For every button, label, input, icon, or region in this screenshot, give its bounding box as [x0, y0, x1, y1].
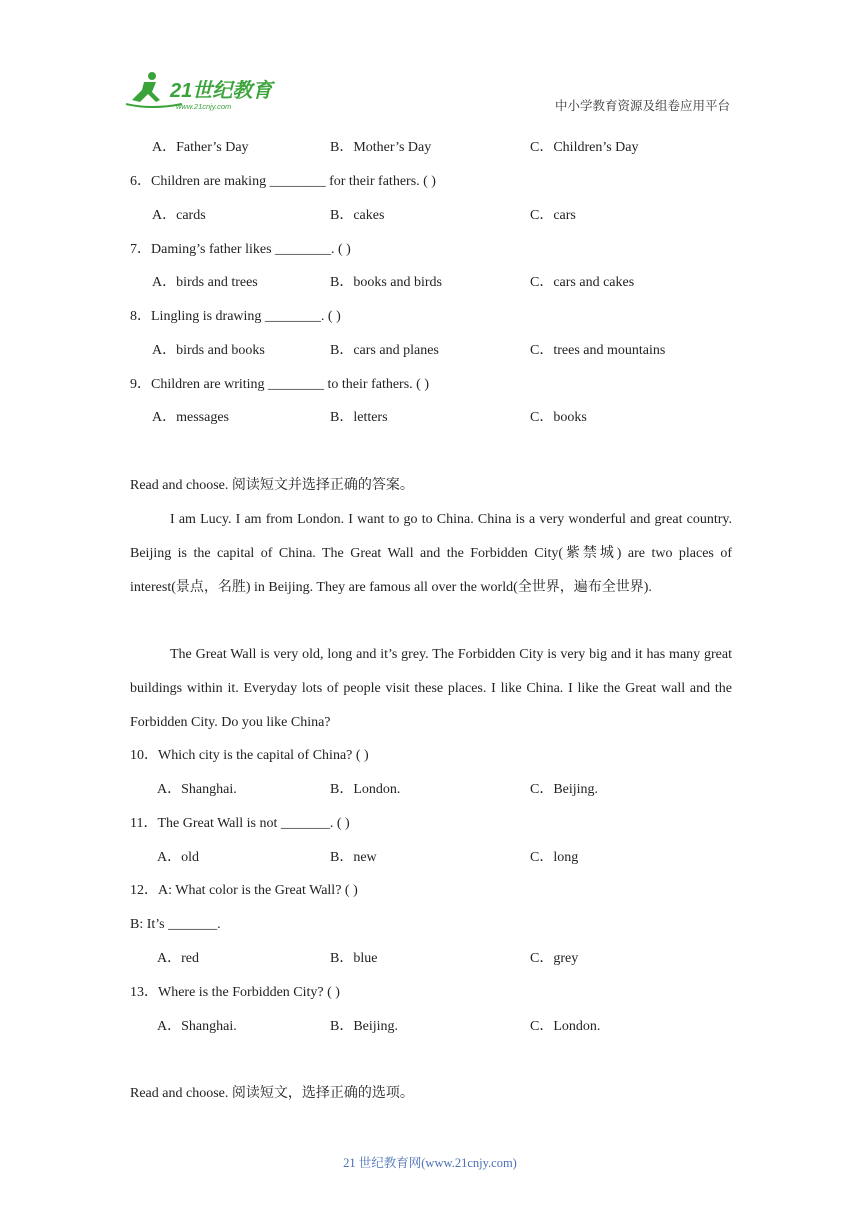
- q11-option-b: B．new: [330, 850, 377, 865]
- q7-option-a: A．birds and trees: [152, 275, 258, 290]
- q7-option-b: B．books and birds: [330, 275, 442, 290]
- logo-text: 21世纪教育: [170, 80, 273, 102]
- section3-title: Read and choose. 阅读短文，选择正确的选项。: [130, 1086, 414, 1101]
- q6-stem: 6．Children are making ________ for their fathers. ( ): [130, 174, 436, 189]
- q13-option-a: A．Shanghai.: [157, 1019, 237, 1034]
- passage-paragraph-2: The Great Wall is very old, long and it’s grey. The Forbidden City is very big and it has many great buildings within it. Everyday lots of people visit these places. I like China. I like the Great wall and the Forbidden City. Do you like China?: [130, 647, 732, 730]
- q12-option-a: A．red: [157, 951, 199, 966]
- q8-option-a: A．birds and books: [152, 343, 265, 358]
- q7-option-c: C．cars and cakes: [530, 275, 635, 290]
- q13-option-b: B．Beijing.: [330, 1019, 399, 1034]
- q5-option-c: C．Children’s Day: [530, 140, 639, 155]
- q11-stem: 11．The Great Wall is not _______. ( ): [130, 816, 350, 831]
- q12-stem-b: B: It’s _______.: [130, 917, 221, 932]
- q13-option-c: C．London.: [530, 1019, 601, 1034]
- q10-option-b: B．London.: [330, 782, 401, 797]
- q8-stem: 8．Lingling is drawing ________. ( ): [130, 309, 341, 324]
- header-platform-text: 中小学教育资源及组卷应用平台: [554, 99, 730, 113]
- q9-option-a: A．messages: [152, 410, 229, 425]
- passage-paragraph-1: I am Lucy. I am from London. I want to go to China. China is a very wonderful and great country. Beijing is the capital of China. The Great Wall and the Forbidden City(紫禁城) are two places of interest(景点，名胜) in Beijing. They are famous all over the world(全世界，遍布全世界).: [130, 512, 732, 595]
- page-footer: 21 世纪教育网(www.21cnjy.com): [343, 1156, 517, 1170]
- q12-option-c: C．grey: [530, 951, 579, 966]
- q5-option-b: B．Mother’s Day: [330, 140, 432, 155]
- q5-option-a: A．Father’s Day: [152, 140, 249, 155]
- q11-option-c: C．long: [530, 850, 579, 865]
- q6-option-b: B．cakes: [330, 208, 385, 223]
- q6-option-a: A．cards: [152, 208, 206, 223]
- q13-stem: 13．Where is the Forbidden City? ( ): [130, 985, 340, 1000]
- q11-option-a: A．old: [157, 850, 199, 865]
- q9-option-c: C．books: [530, 410, 587, 425]
- q10-option-c: C．Beijing.: [530, 782, 599, 797]
- q12-stem: 12．A: What color is the Great Wall? ( ): [130, 883, 358, 898]
- q7-stem: 7．Daming’s father likes ________. ( ): [130, 242, 351, 257]
- q12-option-b: B．blue: [330, 951, 378, 966]
- q8-option-c: C．trees and mountains: [530, 343, 666, 358]
- q9-stem: 9．Children are writing ________ to their fathers. ( ): [130, 377, 429, 392]
- section2-title: Read and choose. 阅读短文并选择正确的答案。: [130, 478, 414, 493]
- logo-url: www.21cnjy.com: [176, 102, 232, 111]
- q9-option-b: B．letters: [330, 410, 388, 425]
- logo-21cnjy: [122, 70, 292, 112]
- q8-option-b: B．cars and planes: [330, 343, 439, 358]
- q10-stem: 10．Which city is the capital of China? ( ): [130, 748, 369, 763]
- q10-option-a: A．Shanghai.: [157, 782, 237, 797]
- q6-option-c: C．cars: [530, 208, 576, 223]
- page-header: [0, 0, 860, 120]
